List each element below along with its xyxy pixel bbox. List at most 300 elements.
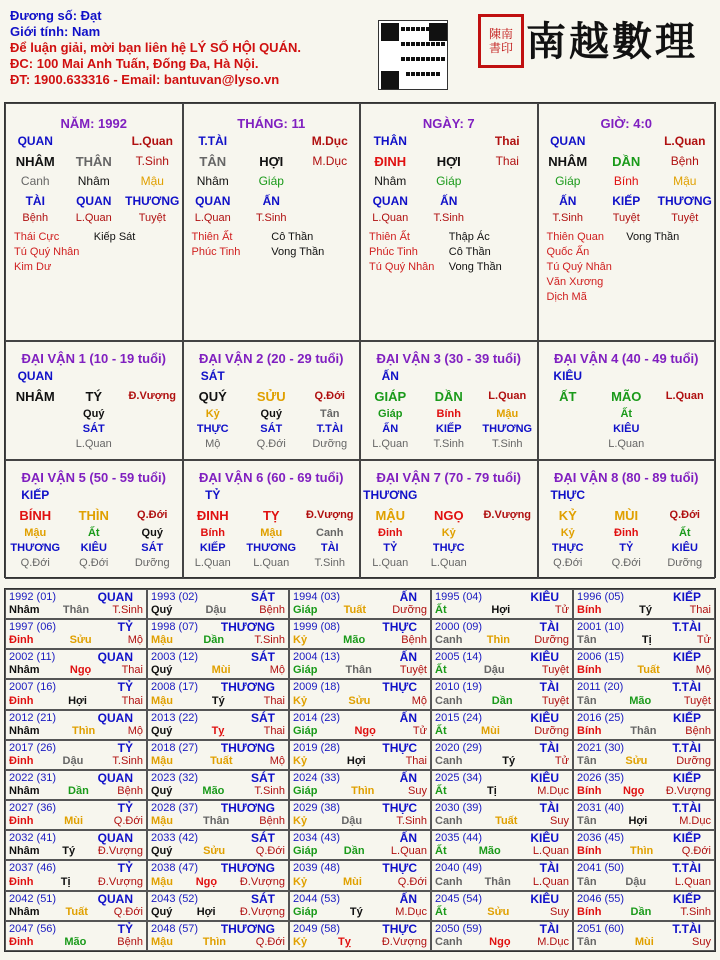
year-stem: Bính	[577, 845, 602, 858]
hidden-stem: Quý	[83, 407, 105, 420]
dai-van-row	[539, 406, 715, 421]
year-top	[577, 591, 711, 604]
year-stem: Kỷ	[293, 875, 308, 888]
year-top	[293, 923, 427, 936]
hidden-god: KIẾP	[435, 422, 462, 435]
year-cell	[147, 891, 289, 921]
hidden-god: KIẾP	[199, 541, 226, 554]
year-label: 1997 (06)	[9, 621, 57, 634]
year-label: 2027 (36)	[9, 802, 57, 815]
star-name: Tú Quý Nhân	[546, 261, 612, 273]
year-stem: Nhâm	[9, 724, 40, 737]
hidden-phase: Dưỡng	[134, 556, 170, 569]
year-bottom	[577, 725, 711, 738]
pillar-value: Nhâm	[374, 174, 407, 188]
pillar-value: QUAN	[372, 194, 408, 208]
year-stem: Mậu	[151, 875, 173, 888]
star-name: Cô Thần	[448, 246, 491, 258]
dai-van-branch: DẦN	[434, 388, 463, 404]
year-stem: Mậu	[151, 634, 173, 647]
dai-van-row	[539, 366, 715, 386]
year-god: QUAN	[97, 710, 133, 725]
year-god: QUAN	[97, 831, 133, 846]
stars-column	[192, 230, 272, 260]
year-cell	[289, 830, 431, 860]
year-phase: Q.Đới	[397, 875, 427, 888]
year-phase: T.Sinh	[680, 905, 711, 918]
year-phase: T.Sinh	[112, 754, 143, 767]
year-branch: Hợi	[628, 815, 648, 828]
year-phase: L.Quan	[532, 875, 569, 888]
year-label: 2022 (31)	[9, 771, 57, 784]
year-phase: Tử	[696, 634, 711, 647]
year-label: 2001 (10)	[577, 621, 625, 634]
pillar-row	[184, 171, 360, 191]
year-bottom	[293, 785, 427, 798]
pillar-row	[539, 191, 715, 211]
year-branch: Dần	[203, 634, 225, 647]
year-bottom	[293, 725, 427, 738]
year-bottom	[151, 845, 285, 858]
year-phase: Tử	[554, 754, 569, 767]
qr-module	[426, 27, 430, 31]
qr-module	[401, 27, 405, 31]
year-bottom	[293, 936, 427, 949]
year-top	[151, 802, 285, 815]
year-god: TÀI	[539, 620, 559, 635]
year-god: TỶ	[117, 861, 133, 876]
year-branch: Tý	[211, 694, 225, 707]
dai-van-row	[539, 525, 715, 540]
year-bottom	[9, 755, 143, 768]
pillar-value: Tuyệt	[612, 211, 640, 224]
year-cell	[573, 619, 715, 649]
year-cell	[5, 679, 147, 709]
year-phase: Bệnh	[117, 935, 143, 948]
year-god: KIẾP	[672, 831, 701, 846]
year-branch: Tuất	[343, 604, 367, 617]
year-cell	[573, 649, 715, 679]
year-top	[435, 621, 569, 634]
hidden-god: TỶ	[383, 541, 398, 554]
year-stem: Ất	[435, 905, 447, 918]
year-cell	[431, 679, 573, 709]
year-phase: Tuyệt	[683, 694, 711, 707]
year-branch: Tuất	[210, 754, 233, 767]
year-cell	[5, 921, 147, 951]
year-phase: Đ.Vượng	[97, 845, 143, 858]
year-stem: Kỷ	[293, 935, 308, 948]
qr-module	[406, 57, 410, 61]
dai-van-god: QUAN	[17, 369, 53, 383]
gender-value: Nam	[71, 24, 101, 39]
qr-module	[436, 57, 440, 61]
hidden-stem: Giáp	[378, 407, 403, 420]
year-god: ẤN	[399, 831, 417, 846]
year-label: 2035 (44)	[435, 832, 483, 845]
year-bottom	[151, 755, 285, 768]
year-god: THƯƠNG	[220, 861, 275, 876]
dai-van-cell	[183, 341, 361, 460]
chart-main-table	[4, 102, 716, 578]
hidden-phase: L.Quan	[372, 437, 409, 450]
year-label: 2036 (45)	[577, 832, 625, 845]
year-stem: Mậu	[151, 694, 173, 707]
pillar-stars	[539, 230, 715, 305]
year-branch: Mão	[478, 845, 501, 858]
pillar-title: NGÀY: 7	[422, 116, 475, 131]
pillar-value: THÂN	[75, 153, 112, 169]
pillar-value: L.Quan	[194, 211, 231, 224]
year-stem: Nhâm	[9, 604, 40, 617]
year-god: TÀI	[539, 861, 559, 876]
year-stem: Giáp	[293, 845, 318, 858]
year-label: 1994 (03)	[293, 591, 341, 603]
dai-van-branch: TỴ	[262, 507, 280, 523]
dai-van-phase: L.Quan	[488, 390, 527, 402]
hidden-phase: Dưỡng	[312, 437, 348, 450]
year-branch: Thân	[630, 724, 657, 737]
year-god: KIẾP	[672, 590, 701, 604]
hidden-stem: Mậu	[496, 407, 519, 420]
year-bottom	[151, 906, 285, 919]
qr-module	[426, 72, 430, 76]
dai-van-row	[184, 555, 360, 570]
year-god: TỶ	[117, 740, 133, 755]
dai-van-god: THỰC	[550, 488, 586, 502]
year-top	[151, 923, 285, 936]
year-branch: Tị	[641, 634, 652, 647]
year-top	[435, 893, 569, 906]
year-top	[577, 802, 711, 815]
pillar-stars	[361, 230, 537, 275]
dai-van-stem: ẤT	[559, 388, 577, 404]
year-branch: Thân	[484, 875, 511, 888]
year-branch: Mùi	[480, 724, 500, 737]
year-top	[577, 832, 711, 845]
year-label: 2011 (20)	[577, 681, 624, 694]
year-bottom	[151, 725, 285, 738]
year-cell	[147, 589, 289, 619]
star-name: Phúc Tinh	[369, 246, 418, 258]
pillar-value: Bệnh	[670, 154, 699, 168]
year-stem: Ất	[435, 604, 447, 617]
year-stem: Quý	[151, 604, 173, 617]
year-top	[151, 742, 285, 755]
pillar-value: L.Quan	[372, 211, 409, 224]
year-cell	[289, 921, 431, 951]
year-cell	[289, 740, 431, 770]
year-bottom	[435, 725, 569, 738]
year-cell	[289, 710, 431, 740]
year-god: TÀI	[539, 740, 559, 755]
year-label: 1998 (07)	[151, 621, 199, 634]
year-phase: Bệnh	[259, 604, 285, 617]
year-top	[435, 772, 569, 785]
dai-van-row	[361, 366, 537, 386]
year-branch: Tị	[487, 785, 497, 798]
qr-module	[441, 57, 445, 61]
year-phase: Mộ	[127, 724, 143, 737]
pillar-value: ẤN	[440, 194, 458, 208]
pillar-title: GIỜ: 4:0	[600, 116, 653, 131]
year-top	[293, 591, 427, 604]
year-god: QUAN	[97, 590, 133, 604]
hidden-phase: L.Quan	[430, 556, 467, 569]
year-god: KIẾP	[672, 891, 701, 906]
year-god: THỰC	[382, 801, 417, 816]
dai-van-branch: SỬU	[256, 388, 286, 404]
year-label: 2040 (49)	[435, 862, 483, 875]
pillar-cell	[183, 103, 361, 341]
dai-van-god: TỶ	[205, 488, 221, 502]
star-name: Vong Thần	[448, 261, 502, 273]
dai-van-stem: GIÁP	[374, 388, 407, 404]
dai-van-phase: Đ.Vượng	[128, 390, 177, 402]
year-branch: Tỵ	[338, 935, 351, 948]
year-bottom	[435, 695, 569, 708]
dai-van-row	[184, 525, 360, 540]
year-label: 2013 (22)	[151, 711, 199, 724]
year-bottom	[151, 815, 285, 828]
year-god: KIÊU	[530, 770, 559, 785]
dai-van-stem: KỶ	[558, 507, 577, 523]
year-top	[435, 802, 569, 815]
year-stem: Nhâm	[9, 845, 40, 858]
qr-module	[416, 42, 420, 46]
year-label: 2021 (30)	[577, 741, 625, 754]
star-name: Thiên Ất	[369, 231, 410, 243]
year-top	[435, 923, 569, 936]
year-bottom	[151, 876, 285, 889]
qr-module	[426, 42, 430, 46]
pillar-value: T.Sinh	[433, 211, 465, 224]
year-phase: Tử	[412, 724, 427, 737]
year-branch: Mão	[629, 694, 652, 707]
dai-van-god: KIẾP	[21, 488, 50, 502]
dai-van-title: ĐẠI VẬN 6 (60 - 69 tuổi)	[199, 470, 344, 485]
hidden-god: TỶ	[619, 541, 634, 554]
year-stem: Giáp	[293, 604, 318, 617]
year-phase: Thai	[689, 604, 711, 617]
year-phase: L.Quan	[390, 845, 427, 858]
year-top	[9, 832, 143, 845]
year-cell	[289, 589, 431, 619]
pillar-cell	[538, 103, 716, 341]
year-branch: Hợi	[68, 694, 87, 707]
year-bottom	[293, 815, 427, 828]
dai-van-row	[361, 485, 537, 505]
year-god: SÁT	[251, 710, 275, 725]
year-cell	[147, 921, 289, 951]
year-bottom	[151, 634, 285, 647]
dai-van-row	[6, 386, 182, 406]
year-god: ẤN	[399, 891, 417, 906]
hidden-god: THƯƠNG	[482, 422, 533, 435]
year-cell	[573, 800, 715, 830]
dai-van-row	[184, 421, 360, 436]
year-phase: Q.Đới	[255, 845, 285, 858]
year-phase: M.Dục	[395, 905, 427, 918]
year-top	[293, 832, 427, 845]
year-cell	[5, 740, 147, 770]
year-god: KIÊU	[530, 891, 559, 906]
yearly-table	[4, 588, 716, 952]
year-bottom	[577, 664, 711, 677]
year-cell	[431, 589, 573, 619]
dai-van-row	[6, 436, 182, 451]
dai-van-row	[184, 436, 360, 451]
year-cell	[289, 800, 431, 830]
qr-module	[421, 72, 425, 76]
year-stem: Tân	[577, 694, 597, 707]
hidden-stem: Kỷ	[560, 526, 575, 539]
dai-van-row	[6, 505, 182, 525]
dai-van-branch: NGỌ	[433, 507, 464, 523]
gender-label: Giới tính:	[10, 24, 69, 39]
year-label: 2008 (17)	[151, 681, 199, 694]
dai-van-row	[539, 540, 715, 555]
year-bottom	[577, 695, 711, 708]
year-stem: Ất	[435, 664, 447, 677]
year-bottom	[435, 815, 569, 828]
year-label: 2043 (52)	[151, 892, 199, 905]
year-cell	[431, 740, 573, 770]
year-god: QUAN	[97, 650, 133, 665]
year-bottom	[293, 695, 427, 708]
year-label: 2047 (56)	[9, 922, 57, 935]
year-branch: Ngọ	[69, 664, 92, 677]
dai-van-stem: MẬU	[375, 507, 406, 523]
year-cell	[573, 830, 715, 860]
year-top	[9, 862, 143, 875]
year-phase: Bệnh	[259, 815, 285, 828]
hidden-god: SÁT	[141, 541, 164, 554]
stars-column	[449, 230, 529, 275]
year-top	[293, 712, 427, 725]
year-branch: Ngọ	[354, 724, 376, 737]
pillar-value: Bính	[613, 174, 639, 188]
year-phase: T.Sinh	[112, 604, 143, 617]
year-branch: Thìn	[486, 634, 510, 647]
year-branch: Tý	[639, 604, 652, 617]
star-name: Vong Thần	[271, 246, 325, 258]
year-label: 2002 (11)	[9, 651, 56, 664]
year-top	[151, 712, 285, 725]
pillar-row	[184, 131, 360, 151]
year-branch: Sửu	[69, 634, 92, 647]
year-god: THỰC	[382, 620, 417, 635]
year-bottom	[9, 725, 143, 738]
year-bottom	[435, 604, 569, 617]
year-label: 2045 (54)	[435, 892, 483, 905]
hidden-stem: Quý	[260, 407, 282, 420]
year-stem: Đinh	[9, 754, 34, 767]
year-god: THỰC	[382, 921, 417, 936]
year-god: TỶ	[117, 680, 133, 695]
pillar-value: Nhâm	[196, 174, 229, 188]
year-branch: Dần	[68, 785, 89, 798]
year-top	[577, 712, 711, 725]
hidden-phase: Dưỡng	[667, 556, 703, 569]
dai-van-row	[361, 421, 537, 436]
dai-van-cell	[5, 460, 183, 579]
dai-van-cell	[5, 341, 183, 460]
hidden-phase: Q.Đới	[256, 437, 286, 450]
pillar-value: QUAN	[17, 134, 53, 148]
year-cell	[431, 891, 573, 921]
pillar-value: L.Quan	[131, 134, 173, 148]
year-stem: Giáp	[293, 905, 318, 918]
year-phase: Thai	[263, 694, 285, 707]
year-stem: Quý	[151, 724, 173, 737]
year-bottom	[435, 936, 569, 949]
pillar-value: T.TÀI	[198, 134, 228, 148]
pillar-row	[361, 211, 537, 224]
year-god: SÁT	[251, 590, 275, 604]
dai-van-row	[361, 555, 537, 570]
year-phase: Dưỡng	[534, 634, 569, 647]
year-label: 2017 (26)	[9, 741, 57, 754]
qr-module	[401, 42, 405, 46]
star-name: Phúc Tinh	[191, 246, 241, 258]
year-stem: Bính	[577, 724, 602, 737]
dai-van-branch: MÃO	[611, 388, 642, 404]
star-name: Dịch Mã	[546, 291, 587, 303]
year-label: 2010 (19)	[435, 681, 483, 694]
year-label: 2038 (47)	[151, 862, 199, 875]
year-stem: Quý	[151, 785, 173, 798]
pillar-value: NHÂM	[15, 153, 55, 169]
year-cell	[431, 770, 573, 800]
year-branch: Thìn	[630, 845, 654, 858]
year-cell	[147, 770, 289, 800]
year-bottom	[577, 604, 711, 617]
year-god: KIẾP	[672, 770, 701, 785]
year-phase: Đ.Vượng	[381, 935, 427, 948]
pillar-row	[6, 211, 182, 224]
year-god: ẤN	[399, 770, 417, 785]
dai-van-phase: Q.Đới	[669, 509, 700, 521]
qr-module	[436, 72, 440, 76]
dai-van-phase: Đ.Vượng	[305, 509, 354, 521]
pillar-value: Mậu	[673, 174, 697, 188]
year-phase: Thai	[121, 664, 143, 677]
year-cell	[573, 860, 715, 890]
year-bottom	[577, 634, 711, 647]
star-name: Thiên Quan	[546, 231, 604, 243]
year-stem: Giáp	[293, 785, 318, 798]
dai-van-stem: ĐINH	[196, 507, 229, 523]
hidden-stem: Bính	[436, 407, 461, 420]
pillar-value: QUAN	[195, 194, 231, 208]
year-cell	[5, 770, 147, 800]
year-stem: Tân	[577, 935, 597, 948]
year-label: 2050 (59)	[435, 922, 483, 935]
year-god: THƯƠNG	[220, 620, 275, 635]
hidden-phase: L.Quan	[75, 437, 112, 450]
hidden-god: SÁT	[260, 422, 283, 435]
qr-module	[411, 27, 415, 31]
year-label: 2051 (60)	[577, 922, 625, 935]
year-stem: Canh	[435, 935, 463, 948]
year-god: THƯƠNG	[220, 921, 275, 936]
year-branch: Dậu	[625, 875, 647, 888]
year-cell	[5, 649, 147, 679]
year-stem: Mậu	[151, 815, 173, 828]
year-god: THƯƠNG	[220, 801, 275, 816]
year-branch: Mùi	[64, 815, 84, 828]
